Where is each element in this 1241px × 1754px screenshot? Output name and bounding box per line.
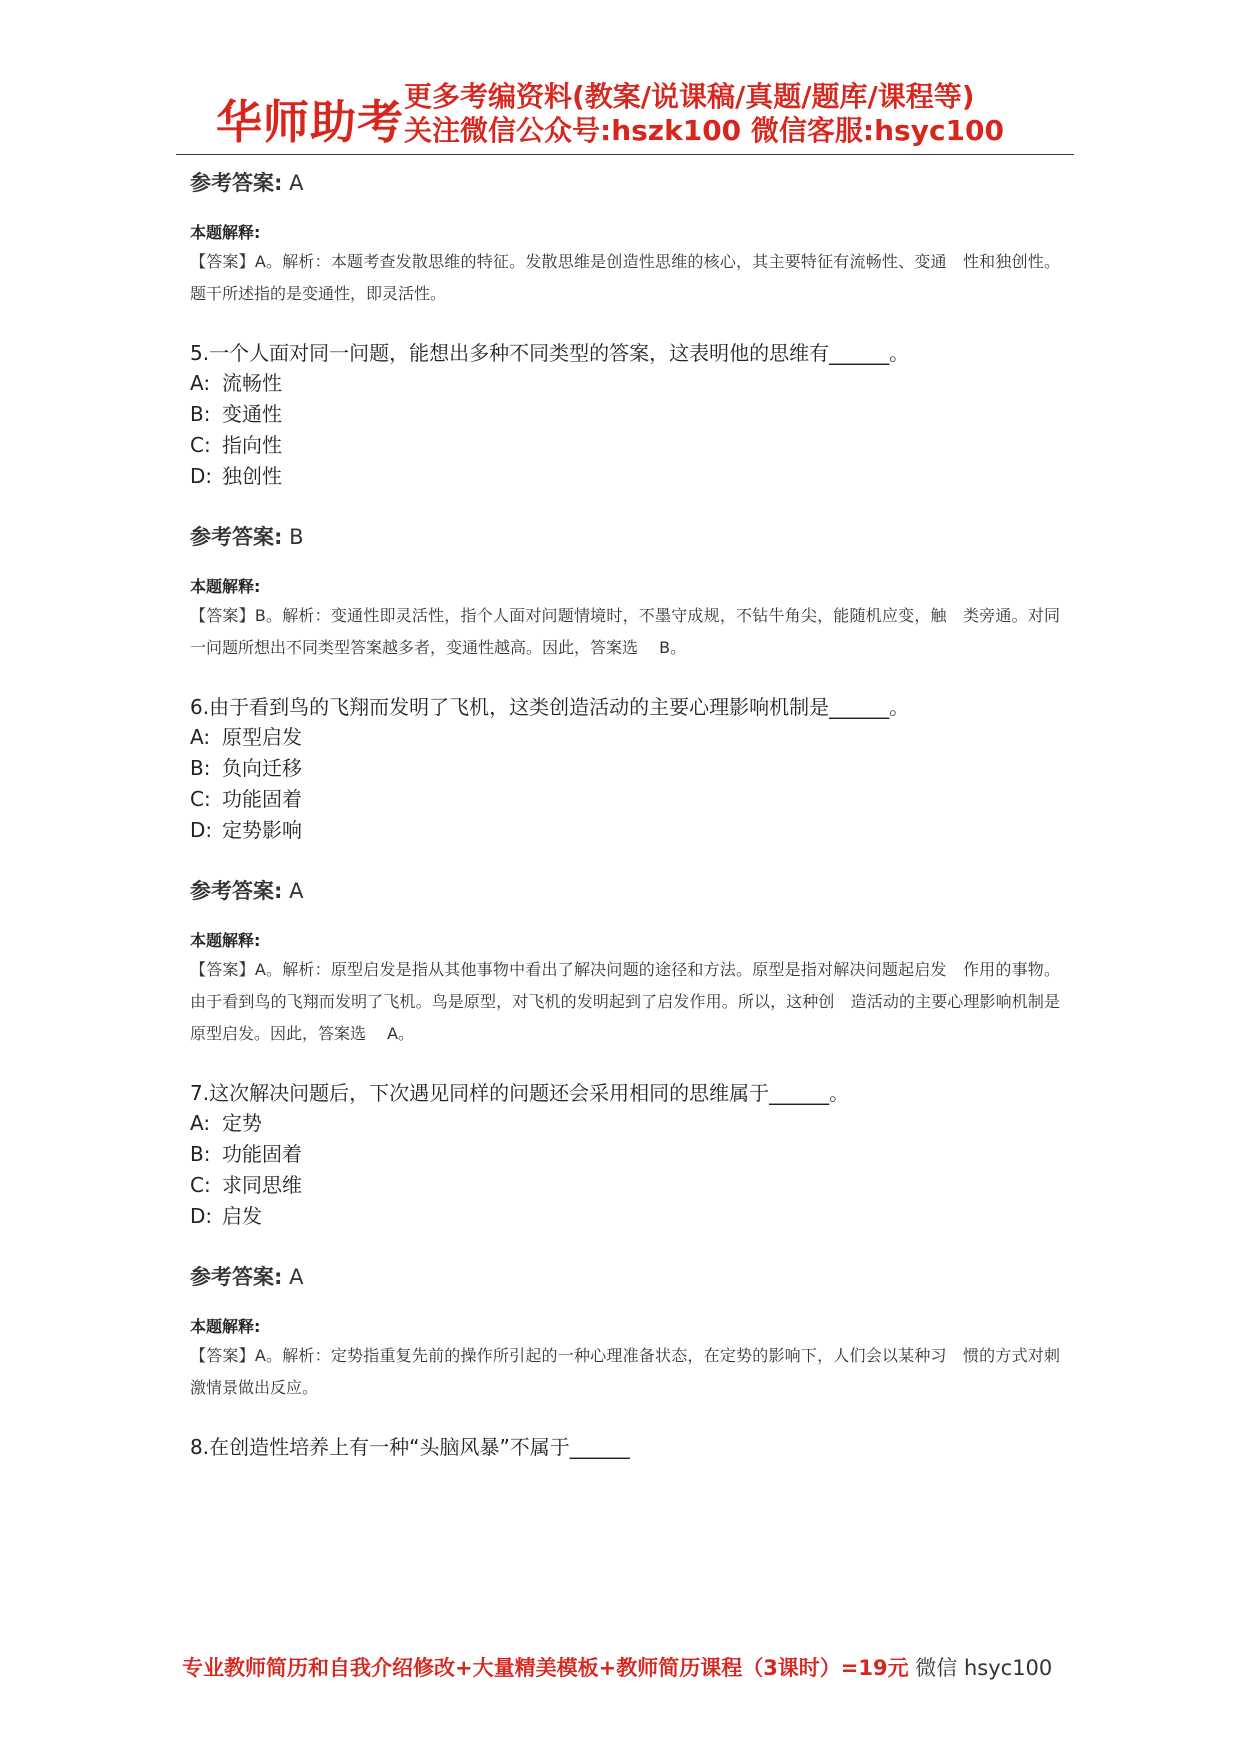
option-text: 定势影响 (222, 818, 302, 842)
explanation-title: 本题解释: (190, 931, 261, 950)
page-header (176, 76, 1076, 152)
question-text: 7.这次解决问题后，下次遇见同样的问题还会采用相同的思维属于______。 (190, 1081, 850, 1105)
option-item (190, 368, 1060, 399)
option-text: 变通性 (222, 402, 282, 426)
slogan-line-2: 关注微信公众号:hszk100 微信客服:hsyc100 (404, 114, 1005, 147)
option-text: 功能固着 (222, 1142, 302, 1166)
question-text: 6.由于看到鸟的飞翔而发明了飞机，这类创造活动的主要心理影响机制是______。 (190, 695, 910, 719)
explanation-title: 本题解释: (190, 1317, 261, 1336)
answer-value: B (289, 525, 304, 549)
answer-value: A (289, 171, 304, 195)
option-text: 定势 (222, 1111, 262, 1135)
option-letter: B: (190, 756, 211, 780)
option-item (190, 722, 1060, 753)
answer-line (190, 1262, 1060, 1292)
option-item (190, 1108, 1060, 1139)
answer-value: A (289, 1265, 304, 1289)
explanation-title: 本题解释: (190, 223, 261, 242)
option-text: 启发 (222, 1204, 262, 1228)
answer-value: A (289, 879, 304, 903)
question-text: 5.一个人面对同一问题，能想出多种不同类型的答案，这表明他的思维有______。 (190, 341, 910, 365)
option-text: 流畅性 (222, 371, 282, 395)
answer-line (190, 876, 1060, 906)
explanation-text: 【答案】A。解析：本题考查发散思维的特征。发散思维是创造性思维的核心，其主要特征有流畅性、变通 性和独创性。题干所述指的是变通性，即灵活性。 (190, 252, 1060, 303)
option-letter: D: (190, 818, 213, 842)
option-item (190, 1201, 1060, 1232)
option-letter: A: (190, 725, 211, 749)
option-letter: C: (190, 787, 211, 811)
option-item (190, 815, 1060, 846)
header-slogan (404, 80, 1004, 148)
explanation-title: 本题解释: (190, 577, 261, 596)
document-body (190, 168, 1060, 1462)
option-letter: B: (190, 402, 211, 426)
option-text: 求同思维 (222, 1173, 302, 1197)
option-text: 原型启发 (222, 725, 302, 749)
answer-label: 参考答案: (190, 1265, 283, 1289)
option-text: 负向迁移 (222, 756, 302, 780)
option-letter: C: (190, 433, 211, 457)
option-item (190, 399, 1060, 430)
page-footer (182, 1652, 1082, 1682)
option-letter: D: (190, 464, 213, 488)
answer-label: 参考答案: (190, 171, 283, 195)
answer-label: 参考答案: (190, 879, 283, 903)
option-letter: D: (190, 1204, 213, 1228)
slogan-line-1: 更多考编资料(教案/说课稿/真题/题库/课程等) (404, 80, 975, 113)
explanation-text: 【答案】A。解析：定势指重复先前的操作所引起的一种心理准备状态，在定势的影响下，人们会以某种习 惯的方式对刺激情景做出反应。 (190, 1346, 1060, 1397)
answer-label: 参考答案: (190, 525, 283, 549)
explanation-text: 【答案】B。解析：变通性即灵活性，指个人面对问题情境时，不墨守成规，不钻牛角尖，能随机应变，触 类旁通。对同一问题所想出不同类型答案越多者，变通性越高。因此，答案选 B。 (190, 606, 1060, 657)
option-item (190, 1139, 1060, 1170)
answer-line (190, 168, 1060, 198)
footer-contact: 微信 hsyc100 (908, 1656, 1053, 1680)
explanation-text: 【答案】A。解析：原型启发是指从其他事物中看出了解决问题的途径和方法。原型是指对解决问题起启发 作用的事物。由于看到鸟的飞翔而发明了飞机。鸟是原型，对飞机的发明起到了启发作用。所以，这种创 造活动的主要心理影响机制是原型启发。因此，答案选 A。 (190, 960, 1060, 1043)
brand-logo: 华师助考 (216, 95, 404, 149)
option-item (190, 461, 1060, 492)
option-letter: A: (190, 1111, 211, 1135)
footer-promo: 专业教师简历和自我介绍修改+大量精美模板+教师简历课程（3课时）=19元 (182, 1656, 909, 1680)
option-item (190, 784, 1060, 815)
question-text: 8.在创造性培养上有一种“头脑风暴”不属于______ (190, 1435, 630, 1459)
option-letter: B: (190, 1142, 211, 1166)
option-text: 指向性 (222, 433, 282, 457)
option-text: 功能固着 (222, 787, 302, 811)
answer-line (190, 522, 1060, 552)
option-item (190, 430, 1060, 461)
option-letter: C: (190, 1173, 211, 1197)
header-divider (176, 154, 1074, 155)
option-text: 独创性 (222, 464, 282, 488)
option-item (190, 1170, 1060, 1201)
option-letter: A: (190, 371, 211, 395)
option-item (190, 753, 1060, 784)
